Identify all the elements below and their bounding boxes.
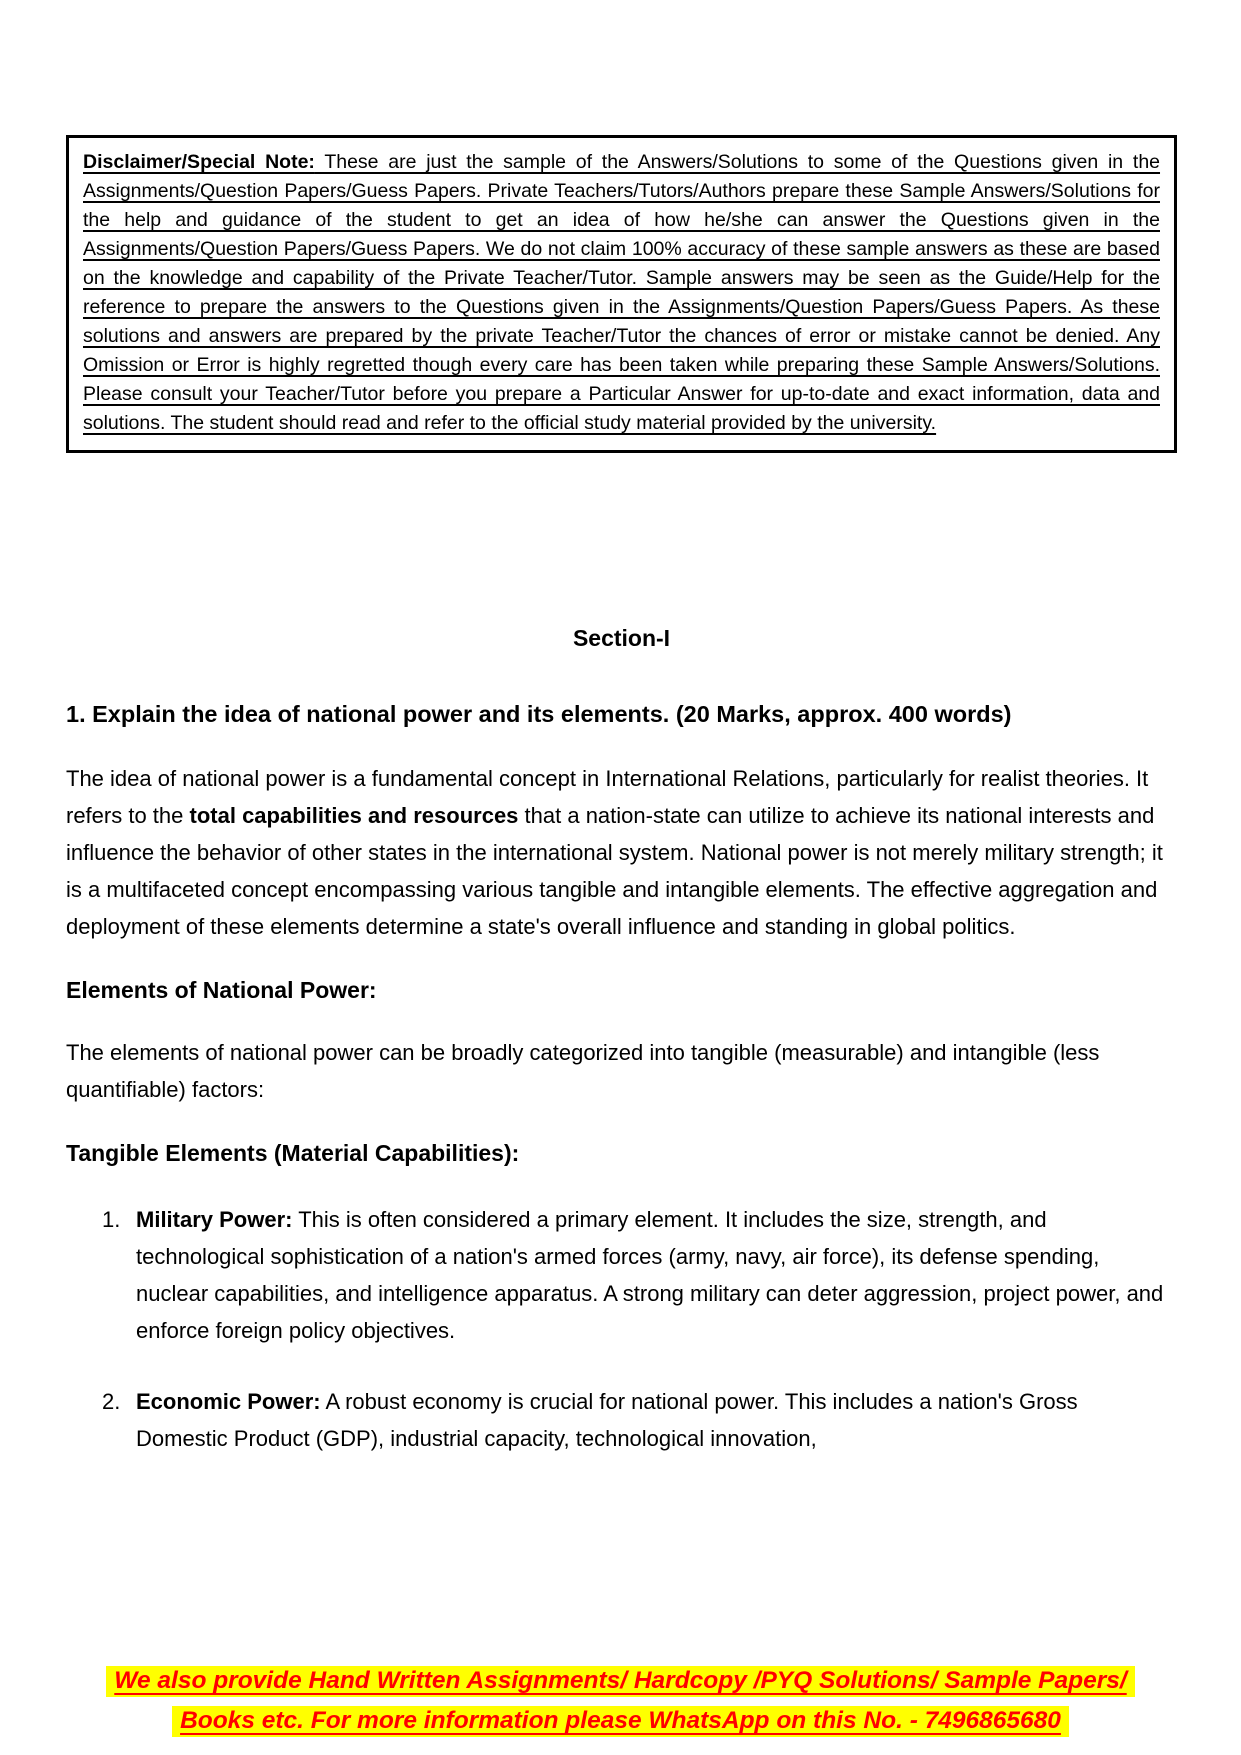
list-item-text: This is often considered a primary element. It includes the size, strength, and technological sophistication of a nation's armed forces (army, navy, air force), its defense spending, nuclear capabilities, and intelligence apparatus. A strong military can deter aggression, project power, and enforce foreign policy objectives.: [136, 1207, 1164, 1343]
list-item-number: 1.: [102, 1207, 121, 1232]
list-item: [66, 1383, 1177, 1457]
question-heading: 1. Explain the idea of national power and its elements. (20 Marks, approx. 400 words): [66, 701, 1012, 727]
list-item-number: 2.: [102, 1389, 121, 1414]
disclaimer-box: [66, 135, 1177, 453]
list-item-lead: Military Power:: [136, 1207, 293, 1232]
disclaimer-lead: Disclaimer/Special Note:: [83, 151, 315, 173]
disclaimer-body: These are just the sample of the Answers/Solutions to some of the Questions given in the Assignments/Question Papers/Guess Papers. Private Teachers/Tutors/Authors prepare these Sample Answers/Solutions for the help and guidance of the student to get an idea of how he/she can answer the Questions given in the Assignments/Question Papers/Guess Papers. We do not claim 100% accuracy of these sample answers as these are based on the knowledge and capability of the Private Teacher/Tutor. Sample answers may be seen as the Guide/Help for the reference to prepare the answers to the Questions given in the Assignments/Question Papers/Guess Papers. As these solutions and answers are prepared by the private Teacher/Tutor the chances of error or mistake cannot be denied. Any Omission or Error is highly regretted though every care has been taken while preparing these Sample Answers/Solutions. Please consult your Teacher/Tutor before you prepare a Particular Answer for up-to-date and exact information, data and solutions. The student should read and refer to the official study material provided by the university.: [83, 151, 1161, 434]
intro-text-end: that a nation-state can utilize to achieve its national interests and influence the behavior of other states in the international system. National power is not merely military strength; it is a multifaceted concept encompassing various tangible and intangible elements. The effective aggregation and deployment of these elements determine a state's overall influence and standing in global politics.: [66, 803, 1163, 939]
footer-highlight: Books etc. For more information please WhatsApp on this No. - 7496865680: [172, 1706, 1069, 1737]
footer-highlight: We also provide Hand Written Assignments/ Hardcopy /PYQ Solutions/ Sample Papers/: [106, 1666, 1134, 1697]
intro-paragraph: [66, 760, 1177, 945]
elements-heading: Elements of National Power:: [66, 977, 377, 1003]
intro-bold-phrase: total capabilities and resources: [189, 803, 519, 828]
promo-footer-line: [0, 1701, 1241, 1741]
tangible-heading: Tangible Elements (Material Capabilities):: [66, 1140, 520, 1166]
disclaimer-text: [83, 148, 1160, 438]
list-item-text: A robust economy is crucial for national power. This includes a nation's Gross Domestic Product (GDP), industrial capacity, technological innovation,: [136, 1389, 1078, 1451]
elements-paragraph: The elements of national power can be broadly categorized into tangible (measurable) and intangible (less quantifiable) factors:: [66, 1040, 1100, 1102]
promo-footer-line: [0, 1661, 1241, 1701]
list-item-body: [136, 1201, 1177, 1349]
section-title: Section-I: [572, 625, 671, 651]
promo-footer: [0, 1661, 1241, 1741]
intro-text-start: The idea of national power is a fundamental concept in International Relations, particularly for realist theories. It refers to the: [66, 766, 1149, 828]
list-item-body: [136, 1383, 1177, 1457]
list-item: [66, 1201, 1177, 1349]
tangible-elements-list: [66, 1201, 1177, 1457]
list-item-lead: Economic Power:: [136, 1389, 321, 1414]
